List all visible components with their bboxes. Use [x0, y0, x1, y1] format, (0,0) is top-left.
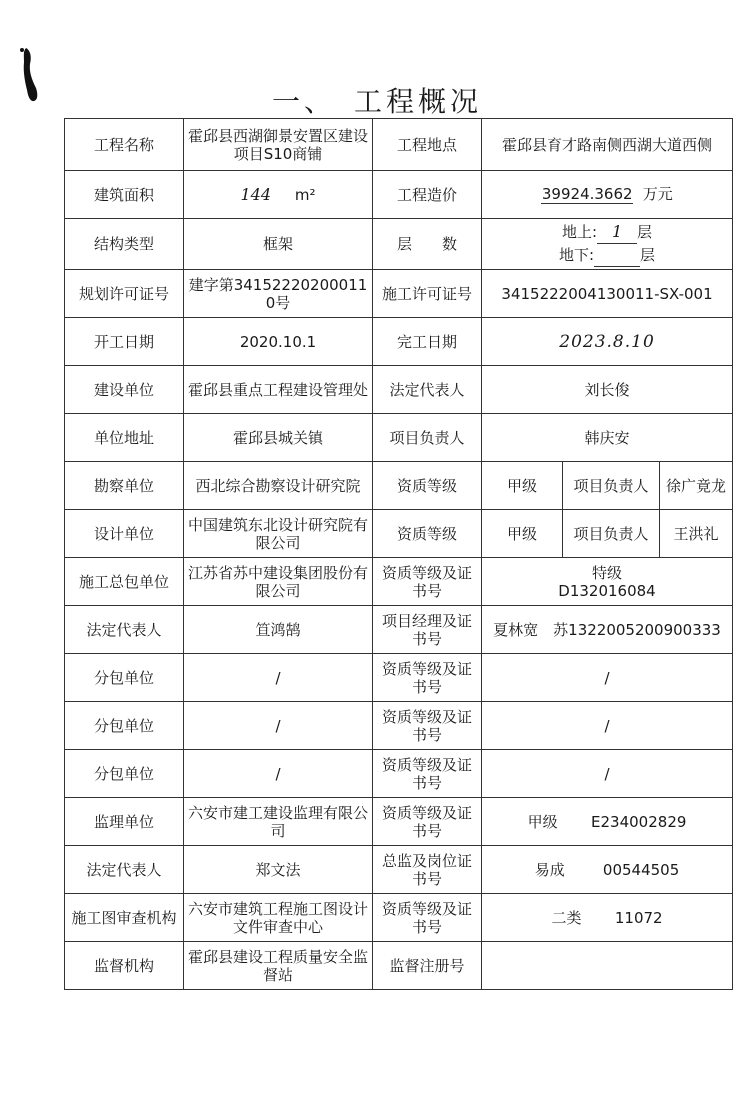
below-ground-unit: 层 [640, 246, 656, 264]
design-pm-value: 王洪礼 [660, 510, 733, 558]
table-row [65, 366, 733, 414]
completion-date-value: 2023.8.10 [482, 318, 733, 366]
supervision-reg-label: 监督注册号 [373, 942, 482, 990]
project-leader-label: 项目负责人 [373, 414, 482, 462]
above-ground-label: 地上: [561, 223, 598, 241]
design-unit-label: 设计单位 [65, 510, 184, 558]
table-row [65, 414, 733, 462]
project-manager-value: 夏林宽 苏1322005200900333 [482, 606, 733, 654]
floors-label: 层 数 [373, 219, 482, 270]
supervision-grade: 甲级 [527, 812, 558, 831]
table-row [65, 119, 733, 171]
table-row [65, 846, 733, 894]
cost-unit: 万元 [642, 185, 673, 203]
project-cost-label: 工程造价 [373, 171, 482, 219]
table-row [65, 171, 733, 219]
contractor-legal-rep-label: 法定代表人 [65, 606, 184, 654]
building-area-value [184, 171, 373, 219]
subcontractor-grade-value: / [482, 750, 733, 798]
survey-unit-value: 西北综合勘察设计研究院 [184, 462, 373, 510]
design-pm-label: 项目负责人 [563, 510, 660, 558]
legal-rep-value: 刘长俊 [482, 366, 733, 414]
drawing-review-cert: 11072 [614, 908, 663, 927]
contractor-grade-value [482, 558, 733, 606]
below-ground-value [594, 244, 640, 267]
supervision-reg-value [482, 942, 733, 990]
subcontractor-label: 分包单位 [65, 750, 184, 798]
floors-value [482, 219, 733, 270]
survey-pm-label: 项目负责人 [563, 462, 660, 510]
subcontractor-grade-label: 资质等级及证书号 [373, 702, 482, 750]
legal-rep-label: 法定代表人 [373, 366, 482, 414]
table-row [65, 606, 733, 654]
table-row [65, 510, 733, 558]
survey-pm-value: 徐广竟龙 [660, 462, 733, 510]
supervision-cert: E234002829 [591, 812, 687, 831]
project-location-value: 霍邱县育才路南侧西湖大道西侧 [482, 119, 733, 171]
planning-permit-value: 建字第341522202000110号 [184, 270, 373, 318]
project-cost-value [482, 171, 733, 219]
drawing-review-grade-label: 资质等级及证书号 [373, 894, 482, 942]
general-contractor-value: 江苏省苏中建设集团股份有限公司 [184, 558, 373, 606]
chief-supervisor-cert: 00544505 [602, 860, 680, 879]
project-overview-table [64, 118, 732, 990]
project-location-label: 工程地点 [373, 119, 482, 171]
subcontractor-grade-label: 资质等级及证书号 [373, 654, 482, 702]
contractor-legal-rep-value: 笪鸿鹄 [184, 606, 373, 654]
table-row [65, 270, 733, 318]
page-title: 一、 工程概况 [271, 85, 482, 118]
table-row [65, 702, 733, 750]
owner-unit-label: 建设单位 [65, 366, 184, 414]
construction-permit-value: 3415222004130011-SX-001 [482, 270, 733, 318]
supervision-grade-value [482, 798, 733, 846]
area-unit: m² [294, 185, 316, 204]
project-manager-label: 项目经理及证书号 [373, 606, 482, 654]
unit-address-value: 霍邱县城关镇 [184, 414, 373, 462]
building-area-label: 建筑面积 [65, 171, 184, 219]
subcontractor-value: / [184, 702, 373, 750]
survey-grade-label: 资质等级 [373, 462, 482, 510]
above-ground-value: 1 [597, 221, 637, 244]
drawing-review-grade: 二类 [551, 908, 582, 927]
chief-supervisor-label: 总监及岗位证书号 [373, 846, 482, 894]
supervision-grade-label: 资质等级及证书号 [373, 798, 482, 846]
design-grade-value: 甲级 [482, 510, 563, 558]
supervision-legal-rep-label: 法定代表人 [65, 846, 184, 894]
project-name-label: 工程名称 [65, 119, 184, 171]
subcontractor-grade-value: / [482, 654, 733, 702]
below-ground-label: 地下: [558, 246, 595, 264]
cost-number: 39924.3662 [541, 185, 633, 203]
table-row [65, 750, 733, 798]
subcontractor-value: / [184, 654, 373, 702]
contractor-grade: 特级 [592, 563, 623, 582]
completion-date-label: 完工日期 [373, 318, 482, 366]
subcontractor-grade-value: / [482, 702, 733, 750]
above-ground-unit: 层 [637, 223, 653, 241]
contractor-cert: D132016084 [558, 581, 656, 600]
start-date-label: 开工日期 [65, 318, 184, 366]
drawing-review-label: 施工图审查机构 [65, 894, 184, 942]
table-row [65, 798, 733, 846]
structure-type-label: 结构类型 [65, 219, 184, 270]
table-row [65, 219, 733, 270]
general-contractor-label: 施工总包单位 [65, 558, 184, 606]
drawing-review-grade-value [482, 894, 733, 942]
supervising-agency-label: 监督机构 [65, 942, 184, 990]
design-grade-label: 资质等级 [373, 510, 482, 558]
supervising-agency-value: 霍邱县建设工程质量安全监督站 [184, 942, 373, 990]
structure-type-value: 框架 [184, 219, 373, 270]
supervision-unit-value: 六安市建工建设监理有限公司 [184, 798, 373, 846]
table-row [65, 942, 733, 990]
owner-unit-value: 霍邱县重点工程建设管理处 [184, 366, 373, 414]
chief-supervisor-value [482, 846, 733, 894]
project-leader-value: 韩庆安 [482, 414, 733, 462]
table-row [65, 558, 733, 606]
table-row [65, 462, 733, 510]
supervision-legal-rep-value: 郑文法 [184, 846, 373, 894]
chief-supervisor-name: 易成 [534, 860, 565, 879]
table-row [65, 894, 733, 942]
survey-unit-label: 勘察单位 [65, 462, 184, 510]
planning-permit-label: 规划许可证号 [65, 270, 184, 318]
survey-grade-value: 甲级 [482, 462, 563, 510]
unit-address-label: 单位地址 [65, 414, 184, 462]
construction-permit-label: 施工许可证号 [373, 270, 482, 318]
area-number: 144 [240, 184, 272, 204]
subcontractor-label: 分包单位 [65, 654, 184, 702]
contractor-grade-label: 资质等级及证书号 [373, 558, 482, 606]
supervision-unit-label: 监理单位 [65, 798, 184, 846]
drawing-review-value: 六安市建筑工程施工图设计文件审查中心 [184, 894, 373, 942]
subcontractor-value: / [184, 750, 373, 798]
project-name-value: 霍邱县西湖御景安置区建设项目S10商铺 [184, 119, 373, 171]
table-row [65, 654, 733, 702]
start-date-value: 2020.10.1 [184, 318, 373, 366]
table-row [65, 318, 733, 366]
subcontractor-label: 分包单位 [65, 702, 184, 750]
subcontractor-grade-label: 资质等级及证书号 [373, 750, 482, 798]
design-unit-value: 中国建筑东北设计研究院有限公司 [184, 510, 373, 558]
